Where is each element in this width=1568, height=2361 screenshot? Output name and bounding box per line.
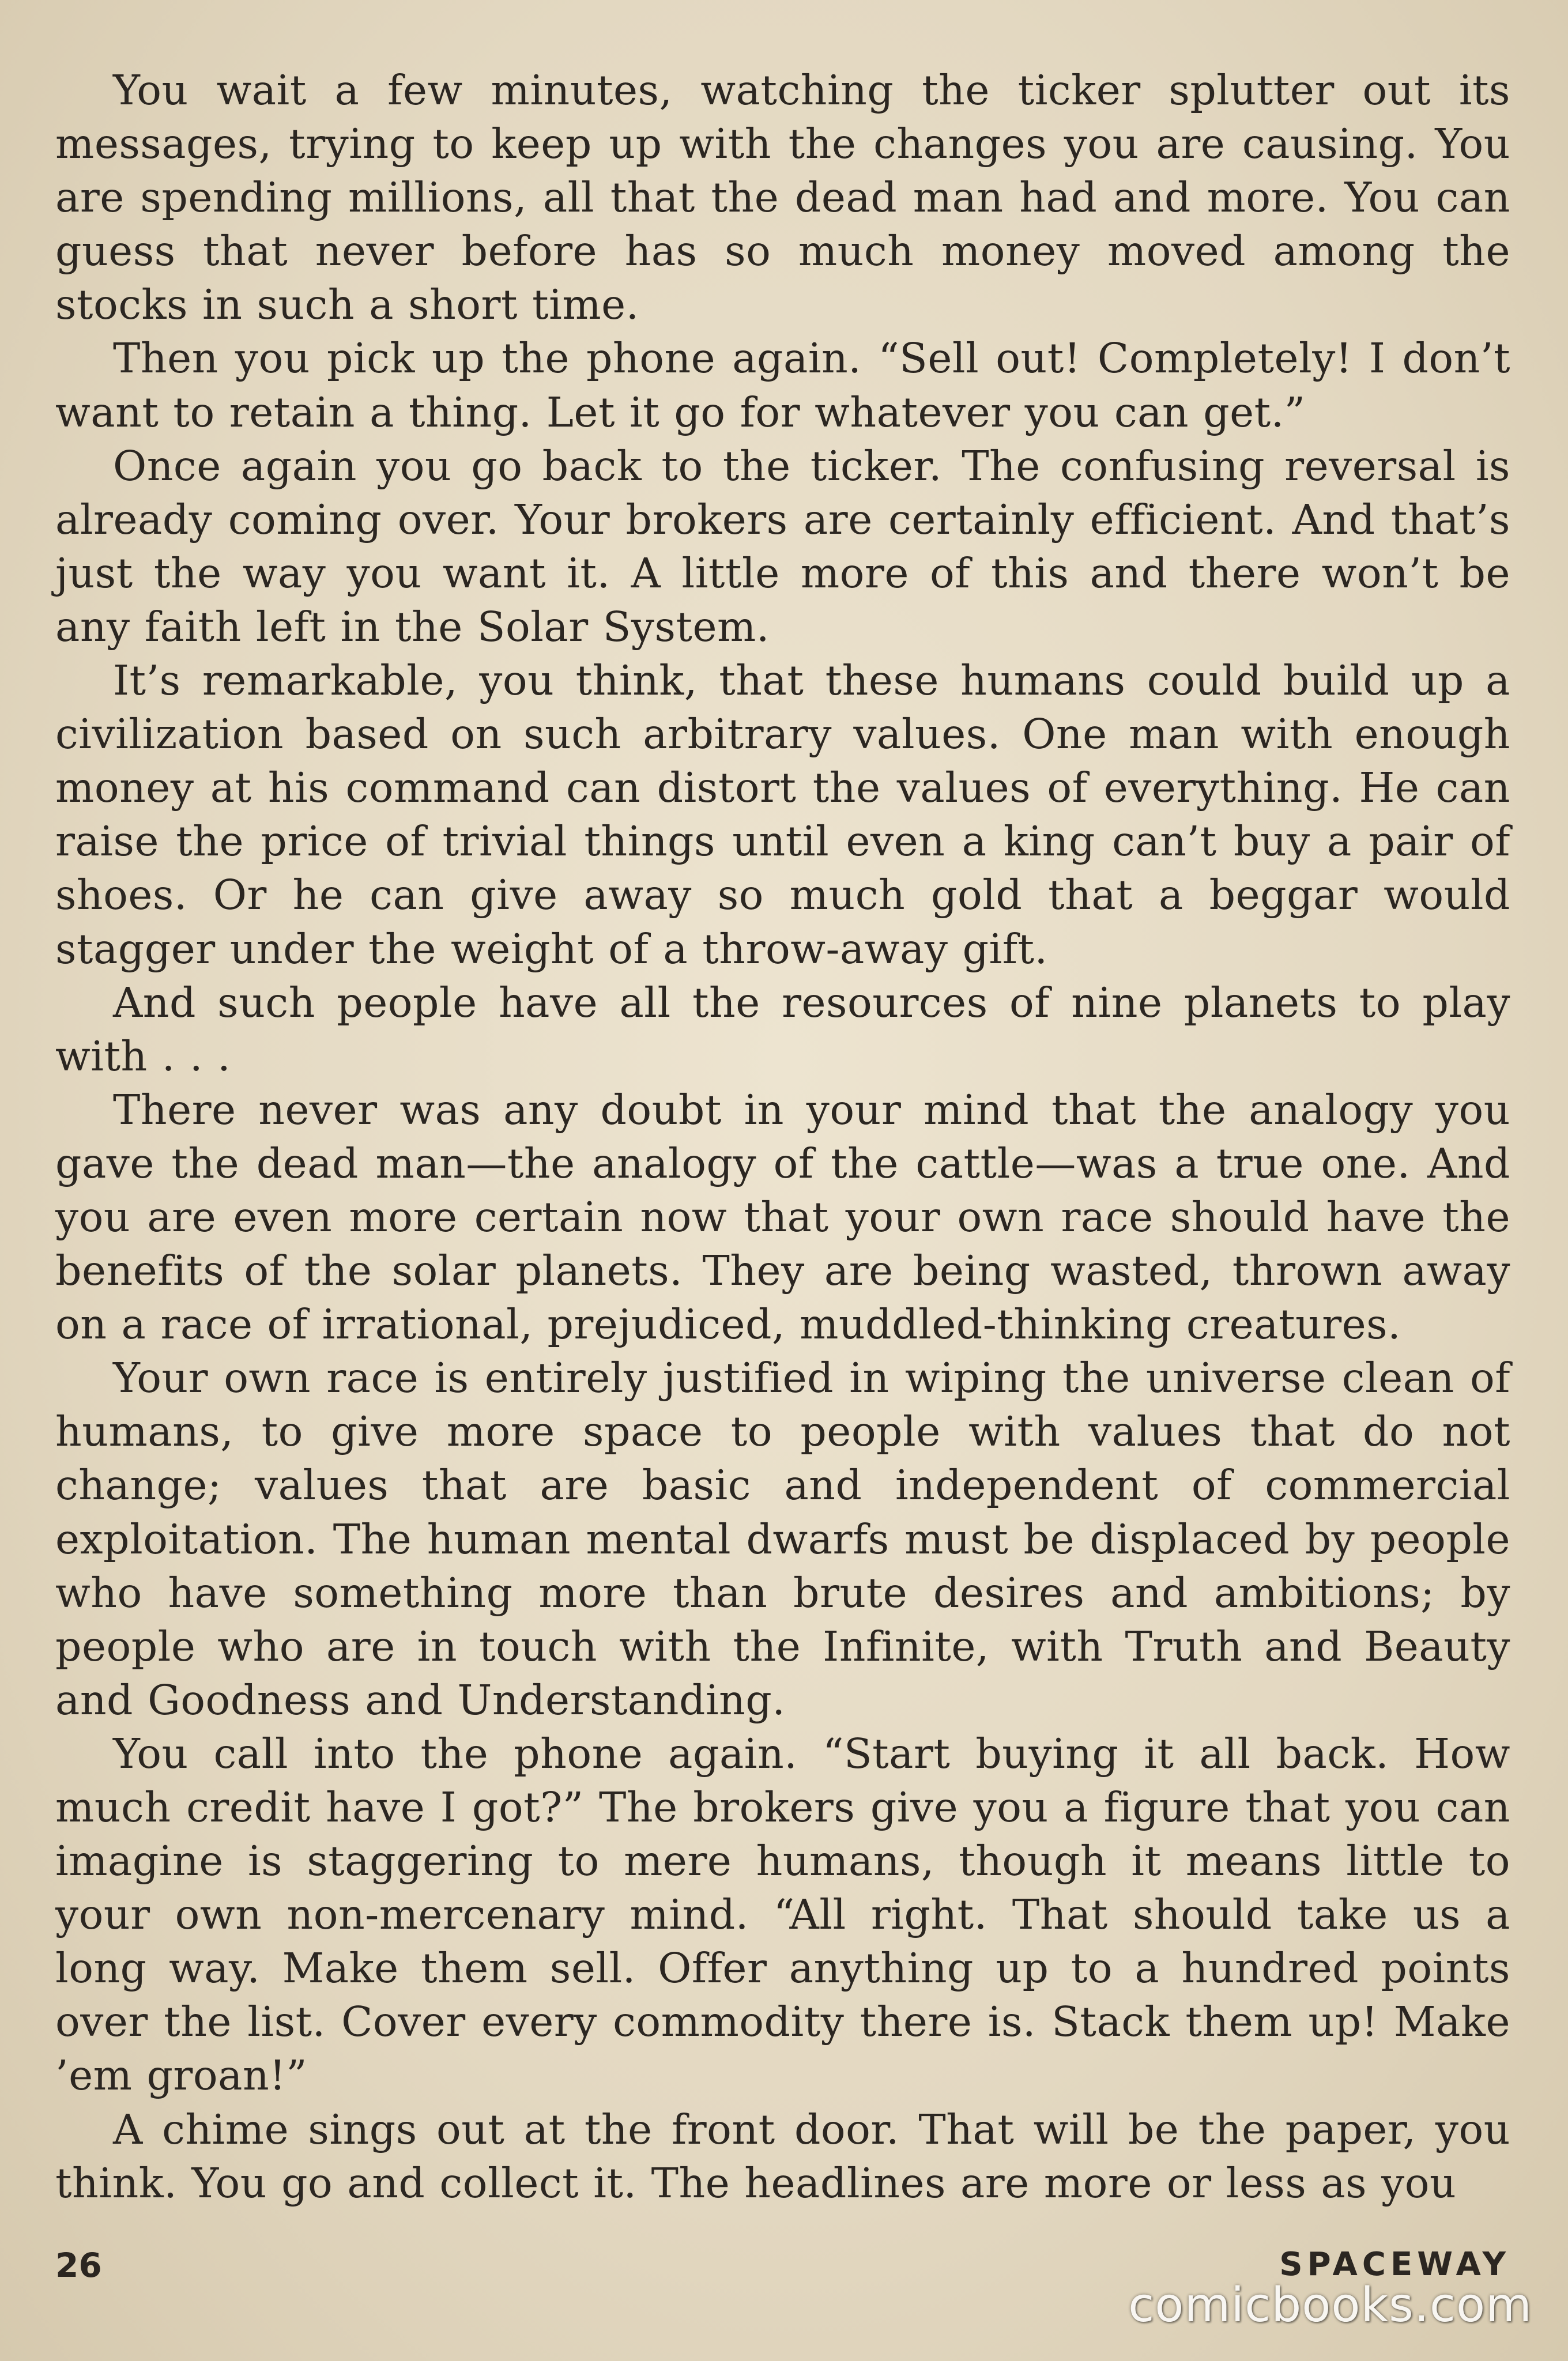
paragraph: You call into the phone again. “Start buying it all back. How much credit have I got?” The brokers give you a figure that you can imagine is staggering to mere humans, though it means little to your own non-mercenary mind. “All right. That should take us a long way. Make them sell. Offer anything up to a hundred points over the list. Cover every commodity there is. Stack them up! Make ’em groan!” — [55, 1729, 1510, 2100]
paragraph: And such people have all the resources of nine planets to play with . . . — [55, 978, 1510, 1080]
paragraph: Your own race is entirely justified in wiping the universe clean of humans, to give more space to people with values that do not change; values that are basic and independent of commercial exploitation. The human mental dwarfs must be displaced by people who have something more than brute desires and ambitions; by people who are in touch with the Infinite, with Truth and Beauty and Goodness and Understanding. — [55, 1354, 1510, 1724]
page-number: 26 — [55, 2246, 102, 2285]
paragraph: Then you pick up the phone again. “Sell out! Completely! I don’t want to retain a thing. Let it go for whatever you can get.” — [55, 334, 1510, 436]
paragraph: It’s remarkable, you think, that these humans could build up a civilization based on such arbitrary values. One man with enough money at his command can distort the values of everything. He can raise the price of trivial things until even a king can’t buy a pair of shoes. Or he can give away so much gold that a beggar would stagger under the weight of a throw-away gift. — [55, 657, 1510, 973]
story-text — [55, 63, 1510, 2210]
paragraph: There never was any doubt in your mind that the analogy you gave the dead man—the analogy of the cattle—was a true one. And you are even more certain now that your own race should have the benefits of the solar planets. They are being wasted, thrown away on a race of irrational, prejudiced, muddled-thinking creatures. — [55, 1085, 1510, 1349]
magazine-name: SPACEWAY — [1279, 2246, 1510, 2283]
paragraph: A chime sings out at the front door. That will be the paper, you think. You go and collect it. The headlines are more or less as you — [55, 2105, 1510, 2207]
paragraph: You wait a few minutes, watching the ticker splutter out its messages, trying to keep up with the changes you are causing. You are spending millions, all that the dead man had and more. You can guess that never before has so much money moved among the stocks in such a short time. — [55, 66, 1510, 329]
watermark: comicbooks.com — [1128, 2278, 1532, 2333]
paragraph: Once again you go back to the ticker. The confusing reversal is already coming over. Your brokers are certainly efficient. And that’s just the way you want it. A little more of this and there won’t be any faith left in the Solar System. — [55, 442, 1510, 651]
